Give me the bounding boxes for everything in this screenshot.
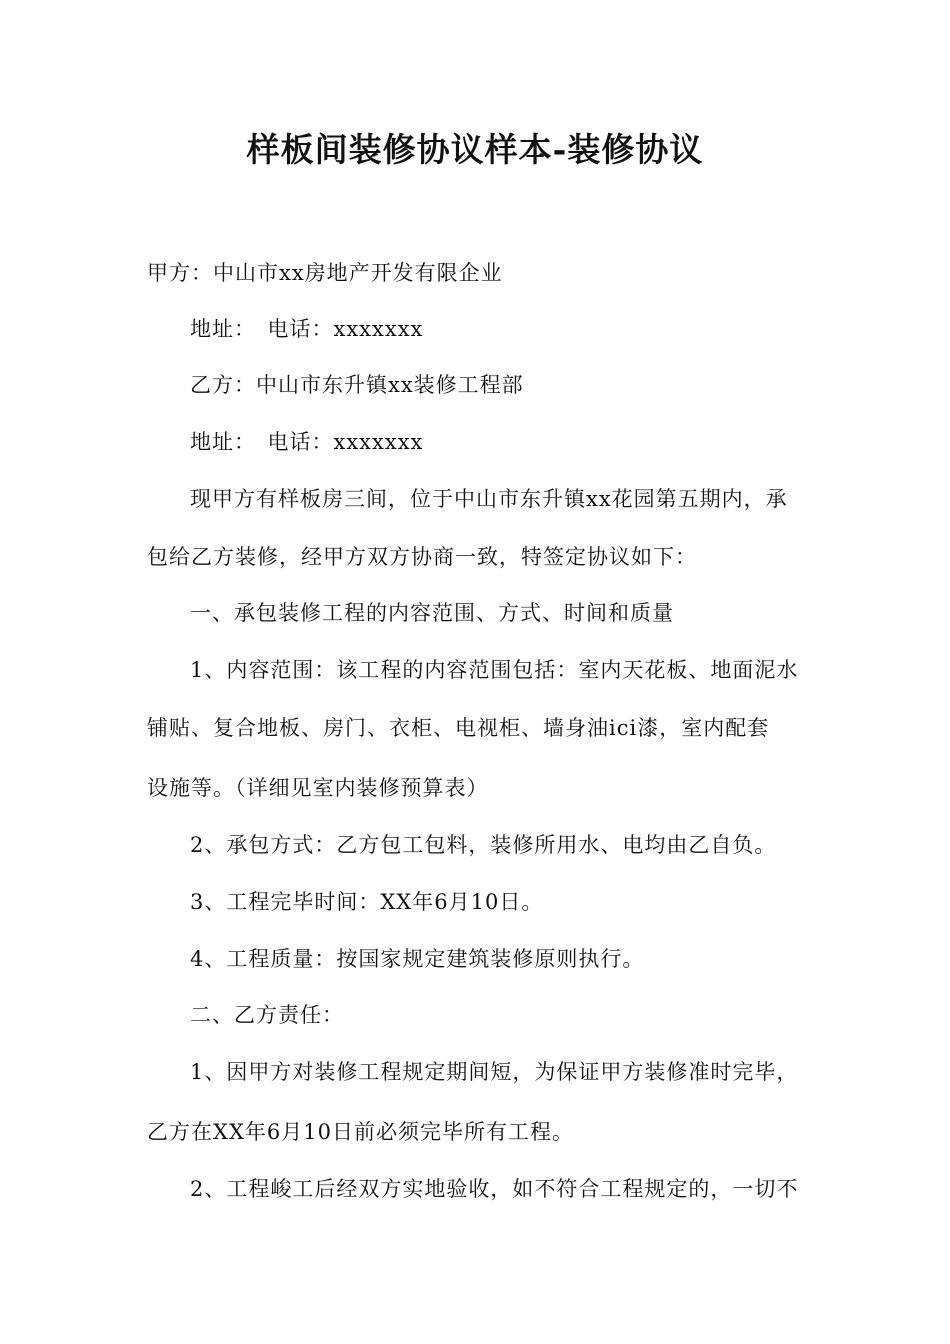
responsibility-paragraph-line-1: 1、因甲方对装修工程规定期间短，为保证甲方装修准时完毕，: [190, 1060, 799, 1084]
acceptance-paragraph-line-1: 2、工程峻工后经双方实地验收，如不符合工程规定的，一切不: [190, 1177, 799, 1201]
document-title: 样板间装修协议样本-装修协议: [246, 130, 704, 169]
contract-method-line: 2、承包方式：乙方包工包料，装修所用水、电均由乙自负。: [190, 833, 777, 857]
party-b-contact-line: 地址： 电话：xxxxxxx: [190, 430, 424, 454]
intro-paragraph-line-1: 现甲方有样板房三间，位于中山市东升镇xx花园第五期内，承: [190, 487, 788, 511]
section-two-heading: 二、乙方责任：: [190, 1003, 344, 1027]
party-a-contact-line: 地址： 电话：xxxxxxx: [190, 317, 424, 341]
intro-paragraph-line-2: 包给乙方装修，经甲方双方协商一致，特签定协议如下：: [147, 545, 697, 569]
party-a-line: 甲方：中山市xx房地产开发有限企业: [147, 261, 503, 285]
party-b-line: 乙方：中山市东升镇xx装修工程部: [190, 373, 524, 397]
completion-time-line: 3、工程完毕时间：XX年6月10日。: [190, 890, 544, 914]
scope-paragraph-line-2: 铺贴、复合地板、房门、衣柜、电视柜、墙身油ici漆，室内配套: [147, 716, 770, 740]
scope-paragraph-line-3: 设施等。（详细见室内装修预算表）: [147, 776, 489, 800]
scope-paragraph-line-1: 1、内容范围：该工程的内容范围包括：室内天花板、地面泥水: [190, 658, 799, 682]
responsibility-paragraph-line-2: 乙方在XX年6月10日前必须完毕所有工程。: [147, 1120, 574, 1144]
section-one-heading: 一、承包装修工程的内容范围、方式、时间和质量: [190, 601, 674, 625]
quality-line: 4、工程质量：按国家规定建筑装修原则执行。: [190, 947, 645, 971]
